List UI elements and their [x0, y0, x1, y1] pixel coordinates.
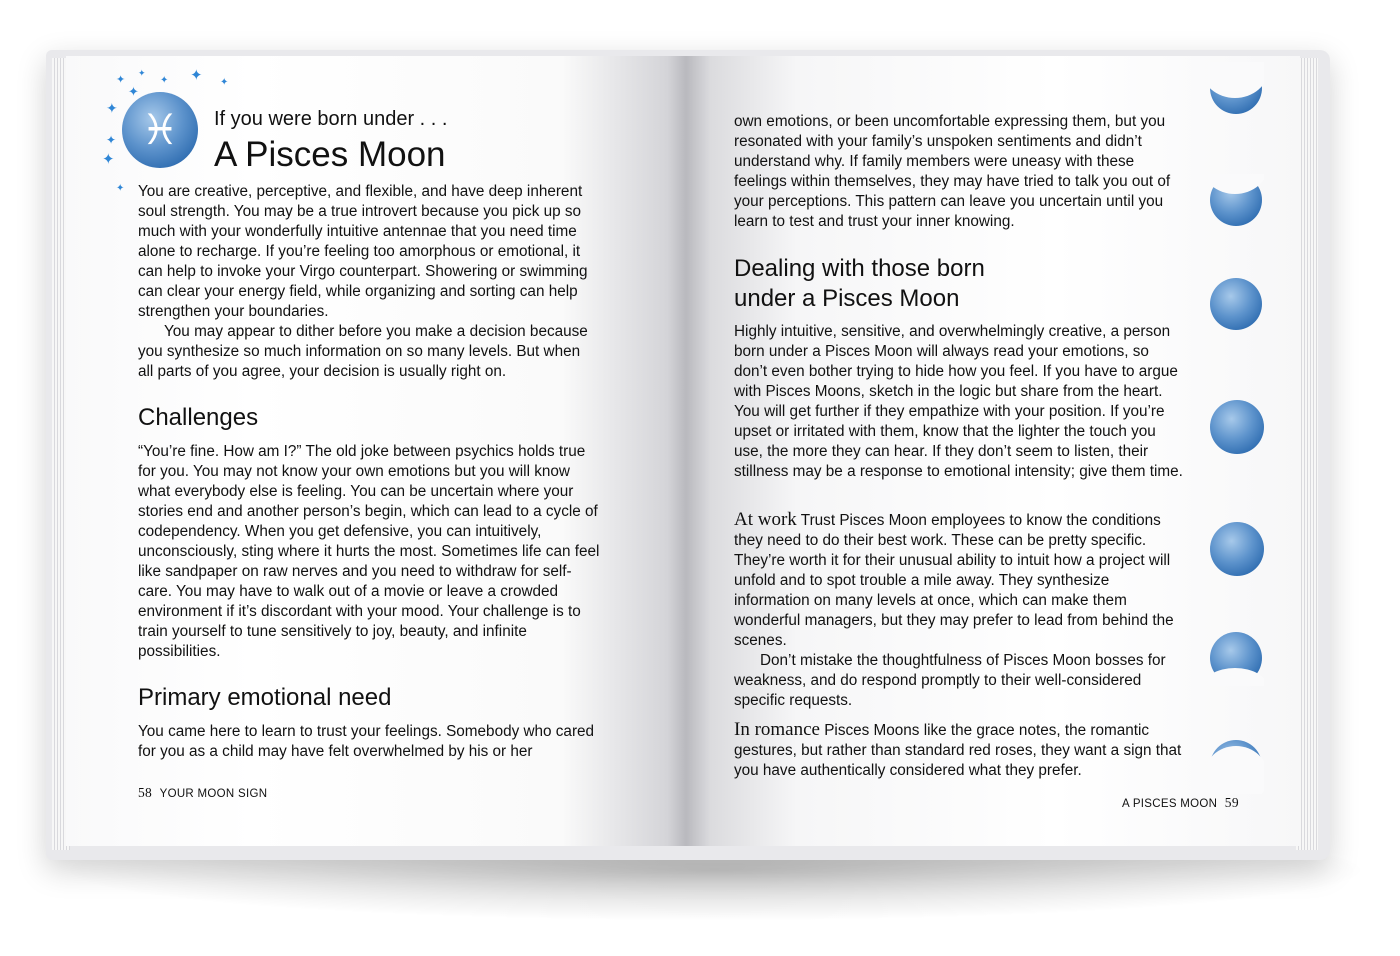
page-number-right: 59: [1224, 795, 1239, 810]
star-icon: ✦: [106, 101, 118, 117]
moon-phase-icon: [1208, 174, 1264, 230]
need-heading: Primary emotional need: [138, 684, 392, 711]
dealing-text: Highly intuitive, sensitive, and overwhelmingly creative, a person born under a Pisces Moon will always read your emotions, so don’t even bother trying to hide how you feel. If you have to argue with Pisces Moons, sketch in the logic but share from the heart. You will get further if they empathize with your position. If you’re upset or irritated with them, know that the lighter the touch you use, the more they can hear. If they don’t seem to listen, their stillness may be a response to emotional intensity; give them time.: [734, 323, 1183, 480]
moon-phase-icon: [1208, 62, 1264, 118]
moon-phase-icon: [1210, 400, 1264, 454]
romance-kicker: In romance: [734, 719, 820, 740]
moon-phase-icon: [1208, 738, 1264, 794]
chapter-kicker: If you were born under . . .: [214, 108, 448, 130]
continued-text: own emotions, or been uncomfortable expressing them, but you resonated with your family’s unspoken sentiments and didn’t understand why. If family members were uneasy with these feelings within themselves, they may have tried to talk you out of your perceptions. This pattern can leave you uncertain until you learn to test and trust your inner knowing.: [734, 113, 1171, 230]
moon-phase-icon: [1208, 630, 1264, 686]
page-title: A Pisces Moon: [214, 135, 446, 174]
challenges-heading: Challenges: [138, 404, 259, 431]
romance-text: Pisces Moons like the grace notes, the romantic gestures, but rather than standard red roses, they want a sign that you have authentically considered what they prefer.: [734, 722, 1182, 779]
need-text: You came here to learn to trust your feelings. Somebody who cared for you as a child may have felt overwhelmed by his or her: [138, 723, 595, 760]
right-footer: [1122, 795, 1239, 811]
moon-phase-icon: [1210, 522, 1264, 576]
moon-phase-icon: [1210, 278, 1262, 330]
work-text-2: Don’t mistake the thoughtfulness of Pisces Moon bosses for weakness, and do respond promptly to their well-considered specific requests.: [734, 652, 1166, 709]
page-number-left: 58: [138, 785, 153, 800]
running-head-right: A PISCES MOON: [1122, 798, 1218, 810]
star-icon: ✦: [138, 69, 146, 79]
star-icon: ✦: [160, 75, 169, 86]
intro-paragraph-2: You may appear to dither before you make a decision because you synthesize so much information on so many levels. But when all parts of you agree, your decision is usually right on.: [138, 323, 588, 380]
left-page: [66, 56, 686, 846]
pisces-glyph: ♓: [141, 105, 179, 154]
star-icon: ✦: [102, 150, 115, 168]
dealing-heading: [734, 254, 985, 314]
running-head-left: YOUR MOON SIGN: [159, 788, 268, 800]
romance-section: [734, 720, 1186, 781]
pisces-moon-emblem-icon: [122, 92, 198, 168]
star-icon: ✦: [128, 85, 139, 100]
intro-text: [138, 182, 598, 382]
star-icon: ✦: [116, 183, 125, 194]
star-icon: ✦: [190, 66, 203, 84]
work-section: [734, 510, 1186, 711]
work-kicker: At work: [734, 509, 797, 530]
star-icon: ✦: [116, 73, 126, 86]
dealing-heading-line-1: Dealing with those born: [734, 255, 985, 282]
star-icon: ✦: [106, 133, 117, 147]
work-text: Trust Pisces Moon employees to know the conditions they need to do their best work. These can be pretty specific. They’re worth it for their unusual ability to intuit how a project will unfold and to spot trouble a mile away. They synthesize information on many levels at once, which can make them wonderful managers, but they may prefer to lead from behind the scenes.: [734, 512, 1174, 649]
challenges-text: “You’re fine. How am I?” The old joke between psychics holds true for you. You may not know your own emotions but you will know what everybody else is feeling. You can be uncertain where your stories end and another person’s begin, which can lead to a cycle of codependency. When you get defensive, you can intuitively, unconsciously, sting where it hurts the most. Sometimes life can feel like sandpaper on raw nerves and you need to withdraw for self-care. You may have to walk out of a movie or leave a crowded environment if it’s discordant with your mood. Your challenge is to train yourself to tune sensitively to joy, beauty, and infinite possibilities.: [138, 443, 600, 660]
right-page: [686, 56, 1300, 846]
intro-paragraph-1: You are creative, perceptive, and flexible, and have deep inherent soul strength. You may be a true introvert because you pick up so much with your wonderfully intuitive antennae that you need time alone to recharge. If you’re feeling too amorphous or emotional, it can help to invoke your Virgo counterpart. Showering or swimming can clear your energy field, while organizing and sorting can help strengthen your boundaries.: [138, 183, 588, 320]
dealing-heading-line-2: under a Pisces Moon: [734, 285, 960, 312]
left-footer: [138, 785, 267, 801]
star-icon: ✦: [220, 77, 229, 88]
